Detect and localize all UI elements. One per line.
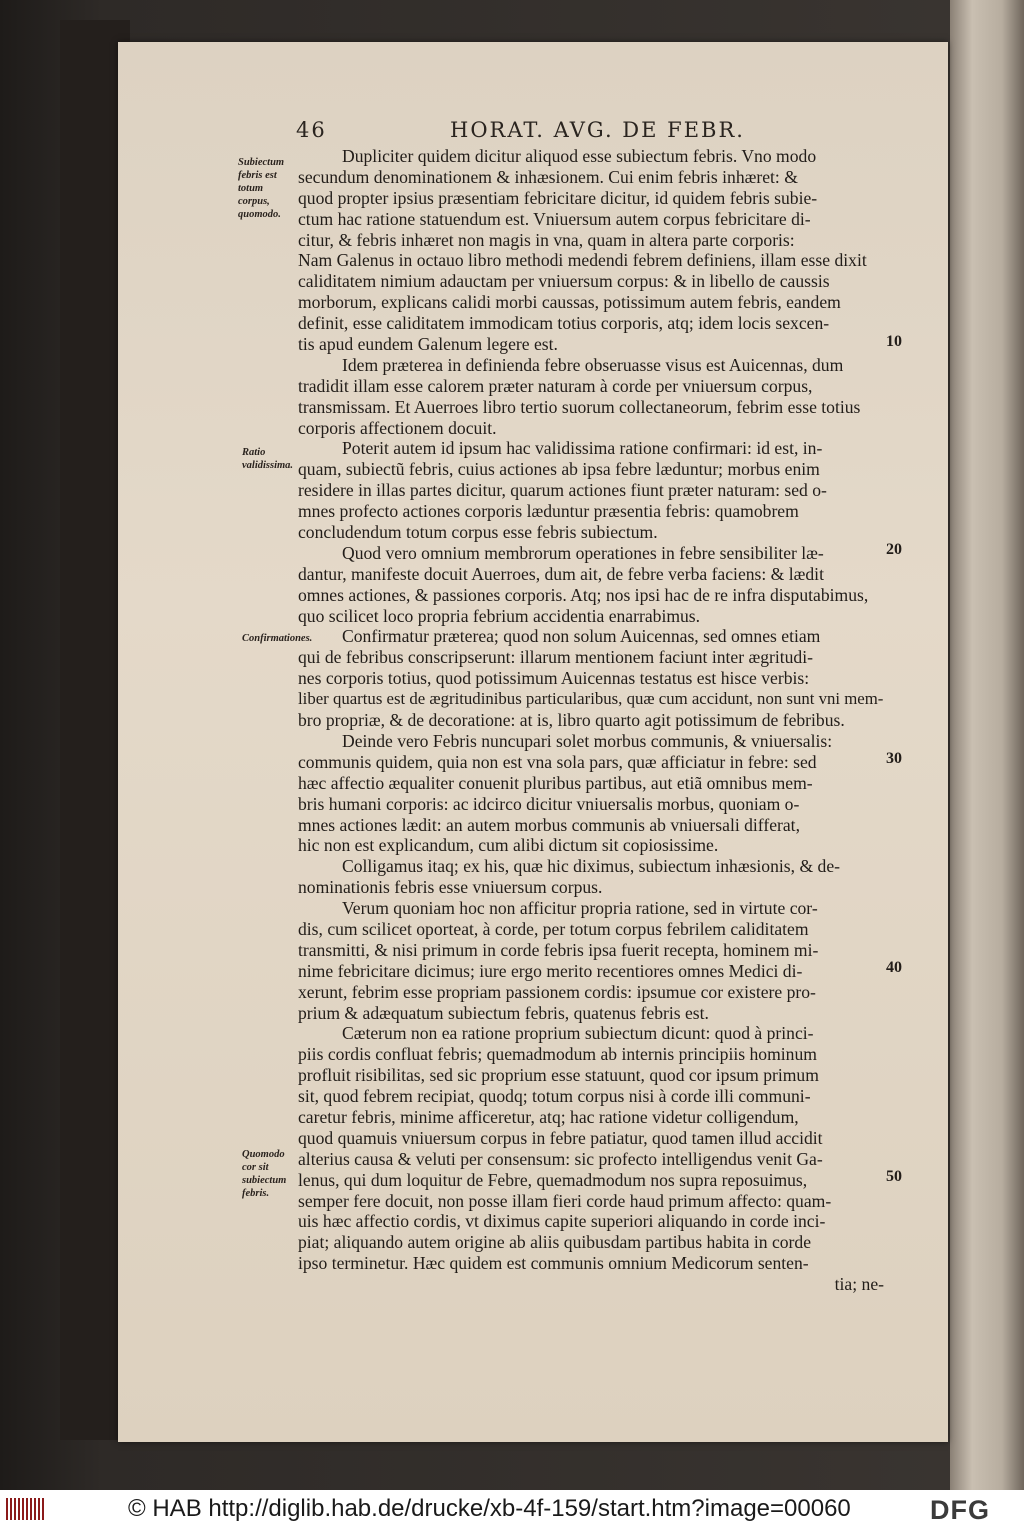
text-line: profluit risibilitas, sed sic proprium esse statuunt, quod cor ipsum primum [298, 1065, 819, 1086]
text-line: Verum quoniam hoc non afficitur propria ratione, sed in virtute cor- [342, 898, 818, 919]
text-line: hæc affectio æqualiter conuenit pluribus partibus, aut etiã omnibus mem- [298, 772, 813, 793]
text-line: quam, subiectũ febris, cuius actiones ab ipsa febre læduntur; morbus enim [298, 459, 820, 480]
text-line: hic non est explicandum, cum alibi dictum sit copiosissime. [298, 835, 719, 856]
text-line: bris humani corporis: ac idcirco dicitur vniuersalis morbus, quoniam o- [298, 793, 800, 814]
text-line: quod propter ipsius præsentiam febricitare dicitur, id quidem febris subie- [298, 187, 818, 208]
text-line: Idem præterea in definienda febre obseruasse visus est Auicennas, dum [342, 354, 844, 375]
text-line: Dupliciter quidem dicitur aliquod esse subiectum febris. Vno modo [342, 146, 817, 166]
marginal-note: Confirmationes. [242, 633, 313, 644]
text-line: citur, & febris inhæret non magis in vna, quam in altera parte corporis: [298, 229, 795, 250]
text-line: secundum denominationem & inhæsionem. Cui enim febris inhæret: & [298, 166, 798, 187]
text-line: dis, cum scilicet oporteat, à corde, per totum corpus febrilem caliditatem [298, 918, 809, 939]
text-line: Poterit autem id ipsum hac validissima ratione confirmari: id est, in- [342, 438, 823, 459]
text-line: residere in illas partes dicitur, quarum actiones fiunt præter naturam: sed o- [298, 480, 827, 501]
text-line: caliditatem nimium adauctam per vniuersum corpus: & in libello de caussis [298, 271, 830, 292]
page-header [296, 118, 745, 146]
text-line: Deinde vero Febris nuncupari solet morbus communis, & vniuersalis: [342, 730, 833, 751]
line-number: 10 [886, 333, 902, 350]
text-line: tradidit illam esse calorem præter naturam à corde per vniuersum corpus, [298, 375, 813, 396]
line-number: 40 [886, 959, 902, 976]
dfg-logo: DFG [930, 1495, 990, 1525]
text-line: piis cordis confluat febris; quemadmodum ab internis principiis hominum [298, 1044, 817, 1065]
line-number: 20 [886, 541, 902, 558]
text-line: Nam Galenus in octauo libro methodi medendi febrem definiens, illam esse dixit [298, 250, 867, 271]
text-line: xerunt, febrim esse propriam passionem cordis: ipsumue cor existere pro- [298, 981, 816, 1002]
text-line: lenus, qui dum loquitur de Febre, quemadmodum nos supra reposuimus, [298, 1169, 808, 1190]
marginal-note: Ratio validissima. [242, 447, 294, 471]
copyright-link[interactable]: © HAB http://diglib.hab.de/drucke/xb-4f-159/start.htm?image=00060 [128, 1495, 851, 1522]
marginal-note: Subiectum febris est totum corpus, quomodo. [238, 157, 285, 220]
text-line: liber quartus est de ægritudinibus particularibus, quæ cum accidunt, non sunt vni mem- [298, 689, 884, 709]
text-line: Cæterum non ea ratione proprium subiectum dicunt: quod à princi- [342, 1023, 814, 1044]
text-line: nominationis febris esse vniuersum corpus. [298, 877, 603, 898]
text-line: piat; aliquando autem origine ab aliis quibusdam partibus habita in corde [298, 1232, 812, 1253]
text-line: ipso terminetur. Hæc quidem est communis omnium Medicorum senten- [298, 1253, 809, 1274]
text-line: Confirmatur præterea; quod non solum Auicennas, sed omnes etiam [342, 626, 821, 647]
text-line: mnes profecto actiones corporis læduntur præsentia febris: quamobrem [298, 501, 799, 522]
text-line: tis apud eundem Galenum legere est. [298, 334, 558, 355]
text-line: omnes actiones, & passiones corporis. Atq; nos ipsi hac de re infra disputabimus, [298, 584, 869, 605]
text-line: caretur febris, minime afficeretur, atq; hac ratione videtur colligendum, [298, 1106, 799, 1127]
barcode-icon [6, 1498, 46, 1520]
text-line: semper fere docuit, non posse illam fieri corde haud primum affecto: quam- [298, 1190, 832, 1211]
text-line: transmitti, & nisi primum in corde febris ipsa fuerit recepta, hominem mi- [298, 939, 819, 960]
running-title: HORAT. AVG. DE FEBR. [450, 118, 745, 142]
text-line: bro propriæ, & de decoratione: at is, libro quarto agit potissimum de febribus. [298, 710, 845, 731]
text-line: mnes actiones lædit: an autem morbus communis ab vniuersali differat, [298, 814, 800, 835]
text-line: dantur, manifeste docuit Auerroes, dum ait, de febre verba faciens: & lædit [298, 563, 824, 584]
text-line: quod quamuis vniuersum corpus in febre patiatur, quod tamen illud accidit [298, 1127, 823, 1148]
text-line: prium & adæquatum subiectum febris, quatenus febris est. [298, 1002, 709, 1023]
text-line: sit, quod febrem recipiat, quodq; totum corpus nisi à corde illi communi- [298, 1086, 811, 1107]
page-number: 46 [296, 118, 327, 142]
text-line: concludendum totum corpus esse febris subiectum. [298, 522, 658, 543]
text-line: quo scilicet loco propria febrium accidentia enarrabimus. [298, 605, 701, 626]
text-line: definit, esse caliditatem immodicam totius corporis, atq; idem locis sexcen- [298, 313, 830, 334]
marginal-note: Quomodo cor sit subiectum febris. [242, 1149, 287, 1199]
text-line: Colligamus itaq; ex his, quæ hic diximus, subiectum inhæsionis, & de- [342, 856, 840, 877]
text-line: nime febricitare dicimus; iure ergo merito recentiores omnes Medici di- [298, 960, 803, 981]
text-line: transmissam. Et Auerroes libro tertio suorum collectaneorum, febrim esse totius [298, 396, 861, 417]
text-line: qui de febribus conscripserunt: illarum mentionem faciunt inter ægritudi- [298, 647, 813, 668]
text-line: nes corporis totius, quod potissimum Auicennas testatus est hisce verbis: [298, 668, 810, 689]
book-edge-right [950, 0, 1024, 1490]
line-number: 50 [886, 1168, 902, 1185]
text-line: tia; ne- [834, 1274, 884, 1295]
text-line: alterius causa & veluti per consensum: sic profecto intelligendus venit Ga- [298, 1148, 823, 1169]
text-line: Quod vero omnium membrorum operationes in febre sensibiliter læ- [342, 542, 824, 563]
text-line: ctum hac ratione statuendum est. Vniuersum autem corpus febricitare di- [298, 208, 811, 229]
text-line: uis hæc affectio cordis, vt diximus capite superiori aliquando in corde inci- [298, 1211, 826, 1232]
page-text [298, 146, 884, 1295]
text-line: communis quidem, quia non est vna sola pars, quæ afficiatur in febre: sed [298, 751, 817, 772]
text-line: morborum, explicans calidi morbi caussas, potissimum autem febris, eandem [298, 292, 841, 313]
line-number: 30 [886, 750, 902, 767]
text-line: corporis affectionem docuit. [298, 417, 497, 438]
footer-bar [0, 1490, 1024, 1527]
